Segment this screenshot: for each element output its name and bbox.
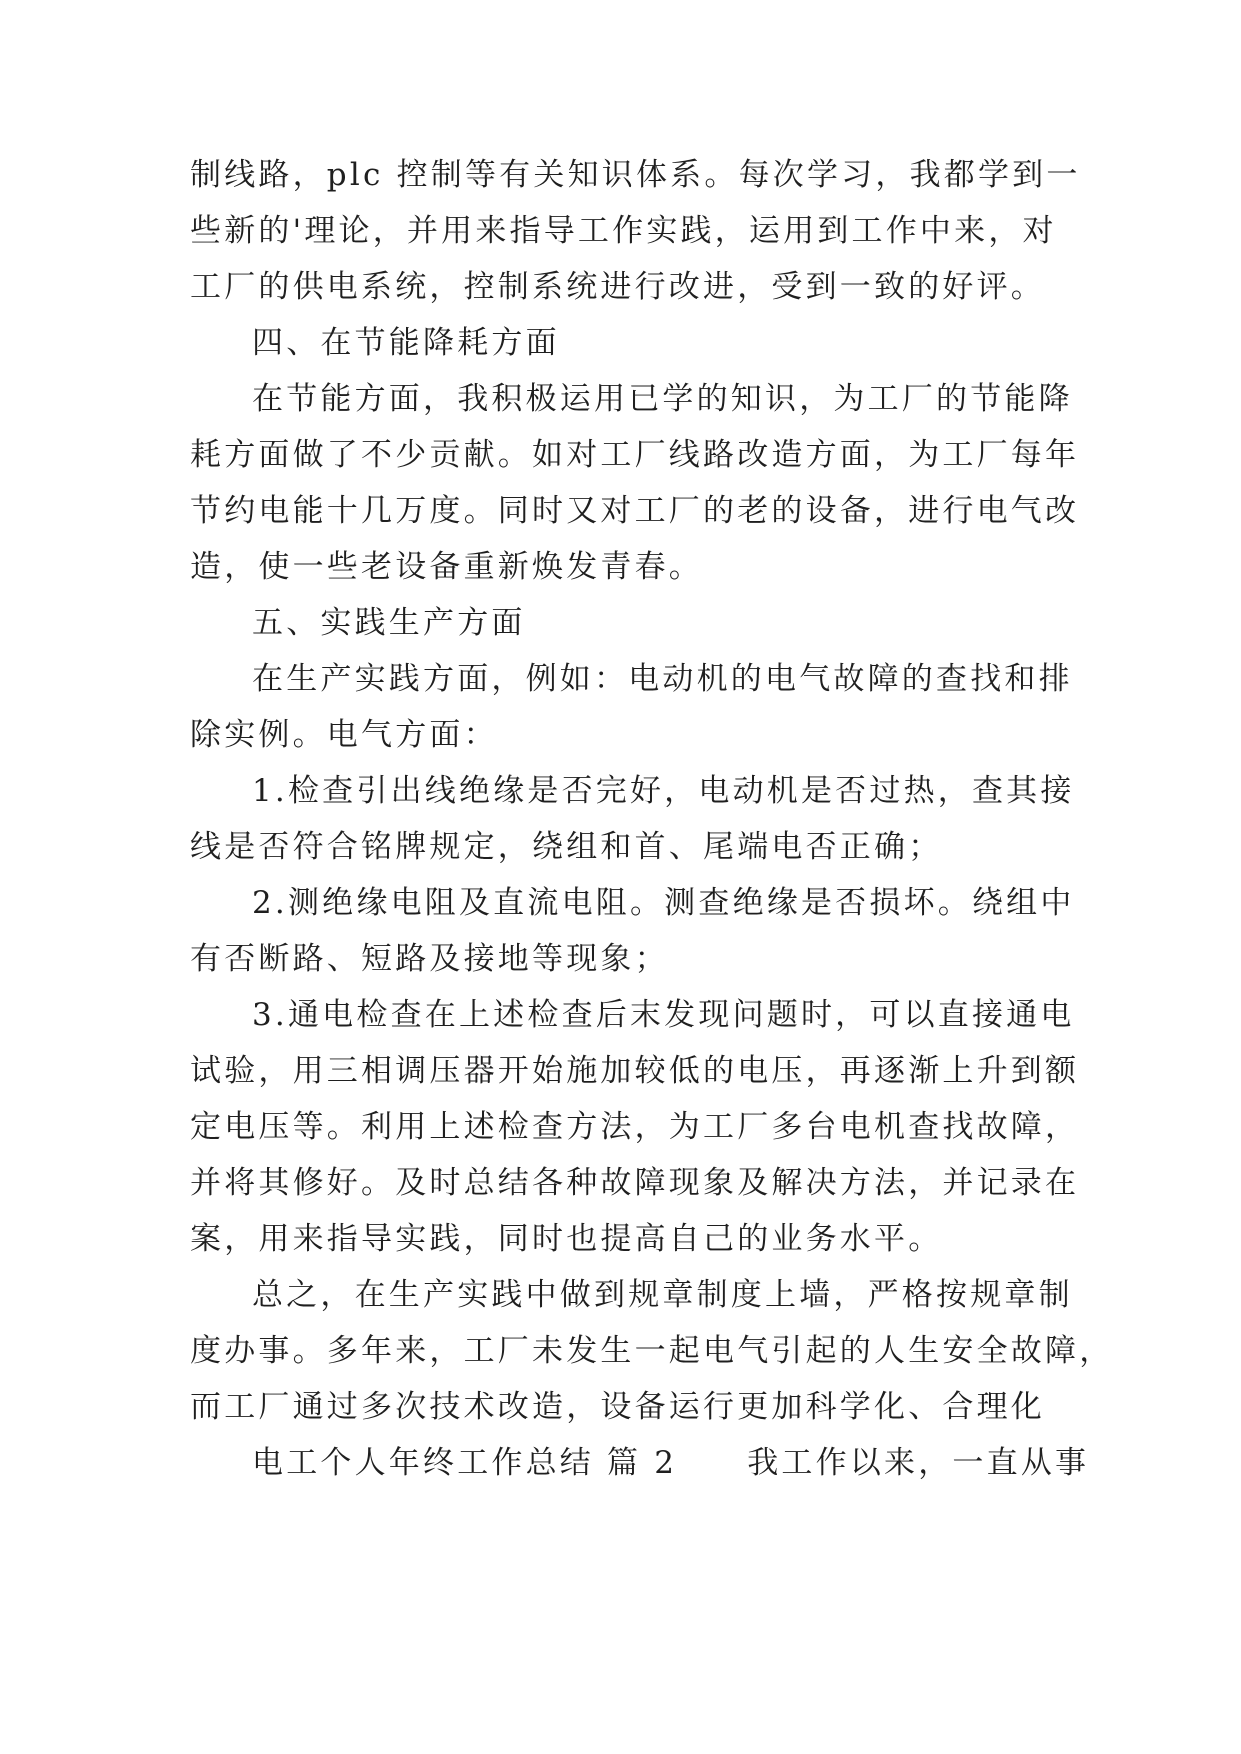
body-line: 制线路，plc 控制等有关知识体系。每次学习，我都学到一 — [190, 157, 1081, 193]
body-line: 而工厂通过多次技术改造，设备运行更加科学化、合理化 — [190, 1389, 1045, 1425]
list-item-line: 有否断路、短路及接地等现象； — [190, 941, 669, 977]
section-heading: 四、在节能降耗方面 — [252, 325, 560, 361]
body-line: 些新的'理论，并用来指导工作实践，运用到工作中来，对 — [190, 213, 1057, 249]
body-line: 度办事。多年来，工厂未发生一起电气引起的人生安全故障， — [190, 1333, 1114, 1369]
list-item-line: 线是否符合铭牌规定，绕组和首、尾端电否正确； — [190, 829, 943, 865]
body-line: 耗方面做了不少贡献。如对工厂线路改造方面，为工厂每年 — [190, 437, 1080, 473]
body-line: 定电压等。利用上述检查方法，为工厂多台电机查找故障， — [190, 1109, 1080, 1145]
list-item-line: 2.测绝缘电阻及直流电阻。测查绝缘是否损坏。绕组中 — [252, 885, 1075, 921]
body-line: 工厂的供电系统，控制系统进行改进，受到一致的好评。 — [190, 269, 1045, 305]
body-line: 节约电能十几万度。同时又对工厂的老的设备，进行电气改 — [190, 493, 1080, 529]
article-title: 电工个人年终工作总结 篇 2 — [252, 1445, 678, 1481]
article-intro: 我工作以来，一直从事 — [747, 1445, 1090, 1481]
body-line: 除实例。电气方面： — [190, 717, 498, 753]
body-line: 案，用来指导实践，同时也提高自己的业务水平。 — [190, 1221, 943, 1257]
body-line: 并将其修好。及时总结各种故障现象及解决方法，并记录在 — [190, 1165, 1080, 1201]
body-line: 试验，用三相调压器开始施加较低的电压，再逐渐上升到额 — [190, 1053, 1080, 1089]
body-line: 总之，在生产实践中做到规章制度上墙，严格按规章制 — [252, 1277, 1073, 1313]
body-line: 在生产实践方面，例如：电动机的电气故障的查找和排 — [252, 661, 1073, 697]
section-heading: 五、实践生产方面 — [252, 605, 526, 641]
body-line: 造，使一些老设备重新焕发青春。 — [190, 549, 703, 585]
article-title-line — [252, 1443, 1089, 1483]
body-line: 在节能方面，我积极运用已学的知识，为工厂的节能降 — [252, 381, 1073, 417]
list-item-line: 1.检查引出线绝缘是否完好，电动机是否过热，查其接 — [252, 773, 1075, 809]
list-item-line: 3.通电检查在上述检查后末发现问题时，可以直接通电 — [252, 997, 1075, 1033]
